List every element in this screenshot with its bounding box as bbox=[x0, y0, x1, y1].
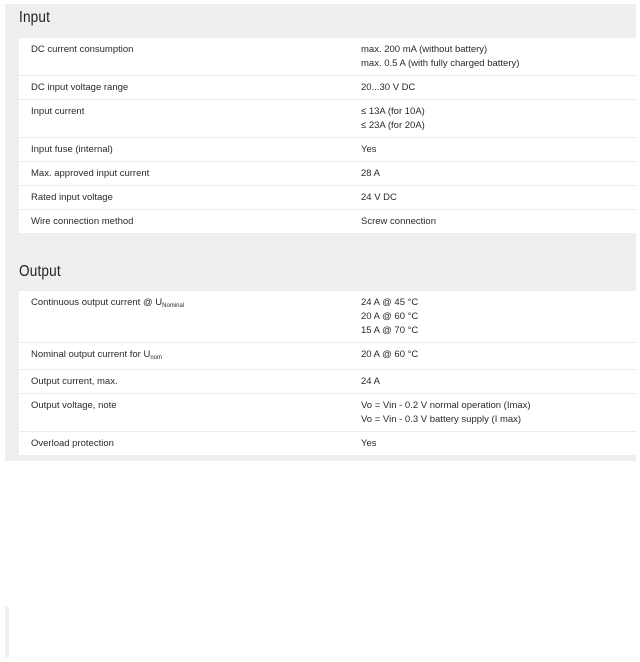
spec-row bbox=[19, 138, 636, 162]
spec-value: Screw connection bbox=[361, 216, 436, 227]
spec-value: 28 A bbox=[361, 168, 381, 179]
spec-values bbox=[361, 348, 636, 365]
section-title-input: Input bbox=[19, 9, 51, 26]
spec-row bbox=[19, 432, 636, 455]
spec-row bbox=[19, 394, 636, 432]
spec-values bbox=[361, 215, 636, 229]
spec-row bbox=[19, 100, 636, 138]
spec-label: Output voltage, note bbox=[31, 400, 117, 411]
spec-label: DC current consumption bbox=[31, 44, 134, 55]
spec-label: Max. approved input current bbox=[31, 168, 150, 179]
spec-label: Output current, max. bbox=[31, 376, 118, 387]
spec-row bbox=[19, 343, 636, 370]
spec-values bbox=[361, 143, 636, 157]
spec-values bbox=[361, 81, 636, 95]
spec-value: Vo = Vin - 0.3 V battery supply (I max) bbox=[361, 414, 522, 425]
spec-value: 20 A @ 60 °C bbox=[361, 311, 419, 322]
spec-label-subscript: nom bbox=[150, 355, 163, 361]
spec-value: 20 A @ 60 °C bbox=[361, 349, 419, 360]
output-spec-table bbox=[19, 291, 636, 455]
spec-row bbox=[19, 76, 636, 100]
spec-value: max. 0.5 A (with fully charged battery) bbox=[361, 58, 520, 69]
spec-label: Input current bbox=[31, 106, 85, 117]
spec-label: Wire connection method bbox=[31, 216, 134, 227]
spec-row bbox=[19, 210, 636, 233]
spec-values bbox=[361, 399, 636, 427]
spec-values bbox=[361, 296, 636, 338]
spec-row bbox=[19, 162, 636, 186]
spec-values bbox=[361, 191, 636, 205]
spec-values bbox=[361, 167, 636, 181]
spec-label bbox=[19, 296, 361, 338]
spec-value: Vo = Vin - 0.2 V normal operation (Imax) bbox=[361, 400, 531, 411]
spec-label: Rated input voltage bbox=[31, 192, 113, 203]
spec-row bbox=[19, 38, 636, 76]
spec-value: Yes bbox=[361, 438, 377, 449]
spec-row bbox=[19, 291, 636, 343]
spec-label: Overload protection bbox=[31, 438, 114, 449]
edge-artifact bbox=[5, 606, 9, 658]
spec-value: 20...30 V DC bbox=[361, 82, 416, 93]
spec-label bbox=[19, 348, 361, 365]
spec-row bbox=[19, 370, 636, 394]
spec-value: ≤ 13A (for 10A) bbox=[361, 106, 425, 117]
spec-row bbox=[19, 186, 636, 210]
spec-value: 24 V DC bbox=[361, 192, 397, 203]
spec-values bbox=[361, 437, 636, 451]
output-section bbox=[5, 238, 636, 461]
spec-label-text: Nominal output current for U bbox=[31, 349, 151, 360]
spec-label: DC input voltage range bbox=[31, 82, 129, 93]
spec-values bbox=[361, 105, 636, 133]
spec-value: max. 200 mA (without battery) bbox=[361, 44, 488, 55]
spec-values bbox=[361, 43, 636, 71]
spec-value: 24 A bbox=[361, 376, 381, 387]
spec-label: Input fuse (internal) bbox=[31, 144, 113, 155]
section-title-output: Output bbox=[19, 263, 61, 280]
spec-value: Yes bbox=[361, 144, 377, 155]
input-spec-table bbox=[19, 38, 636, 233]
input-section bbox=[5, 4, 636, 238]
spec-values bbox=[361, 375, 636, 389]
spec-label-text: Continuous output current @ U bbox=[31, 297, 163, 308]
spec-value: 15 A @ 70 °C bbox=[361, 325, 419, 336]
spec-value: ≤ 23A (for 20A) bbox=[361, 120, 425, 131]
spec-label-subscript: Nominal bbox=[162, 303, 185, 309]
spec-value: 24 A @ 45 °C bbox=[361, 297, 419, 308]
